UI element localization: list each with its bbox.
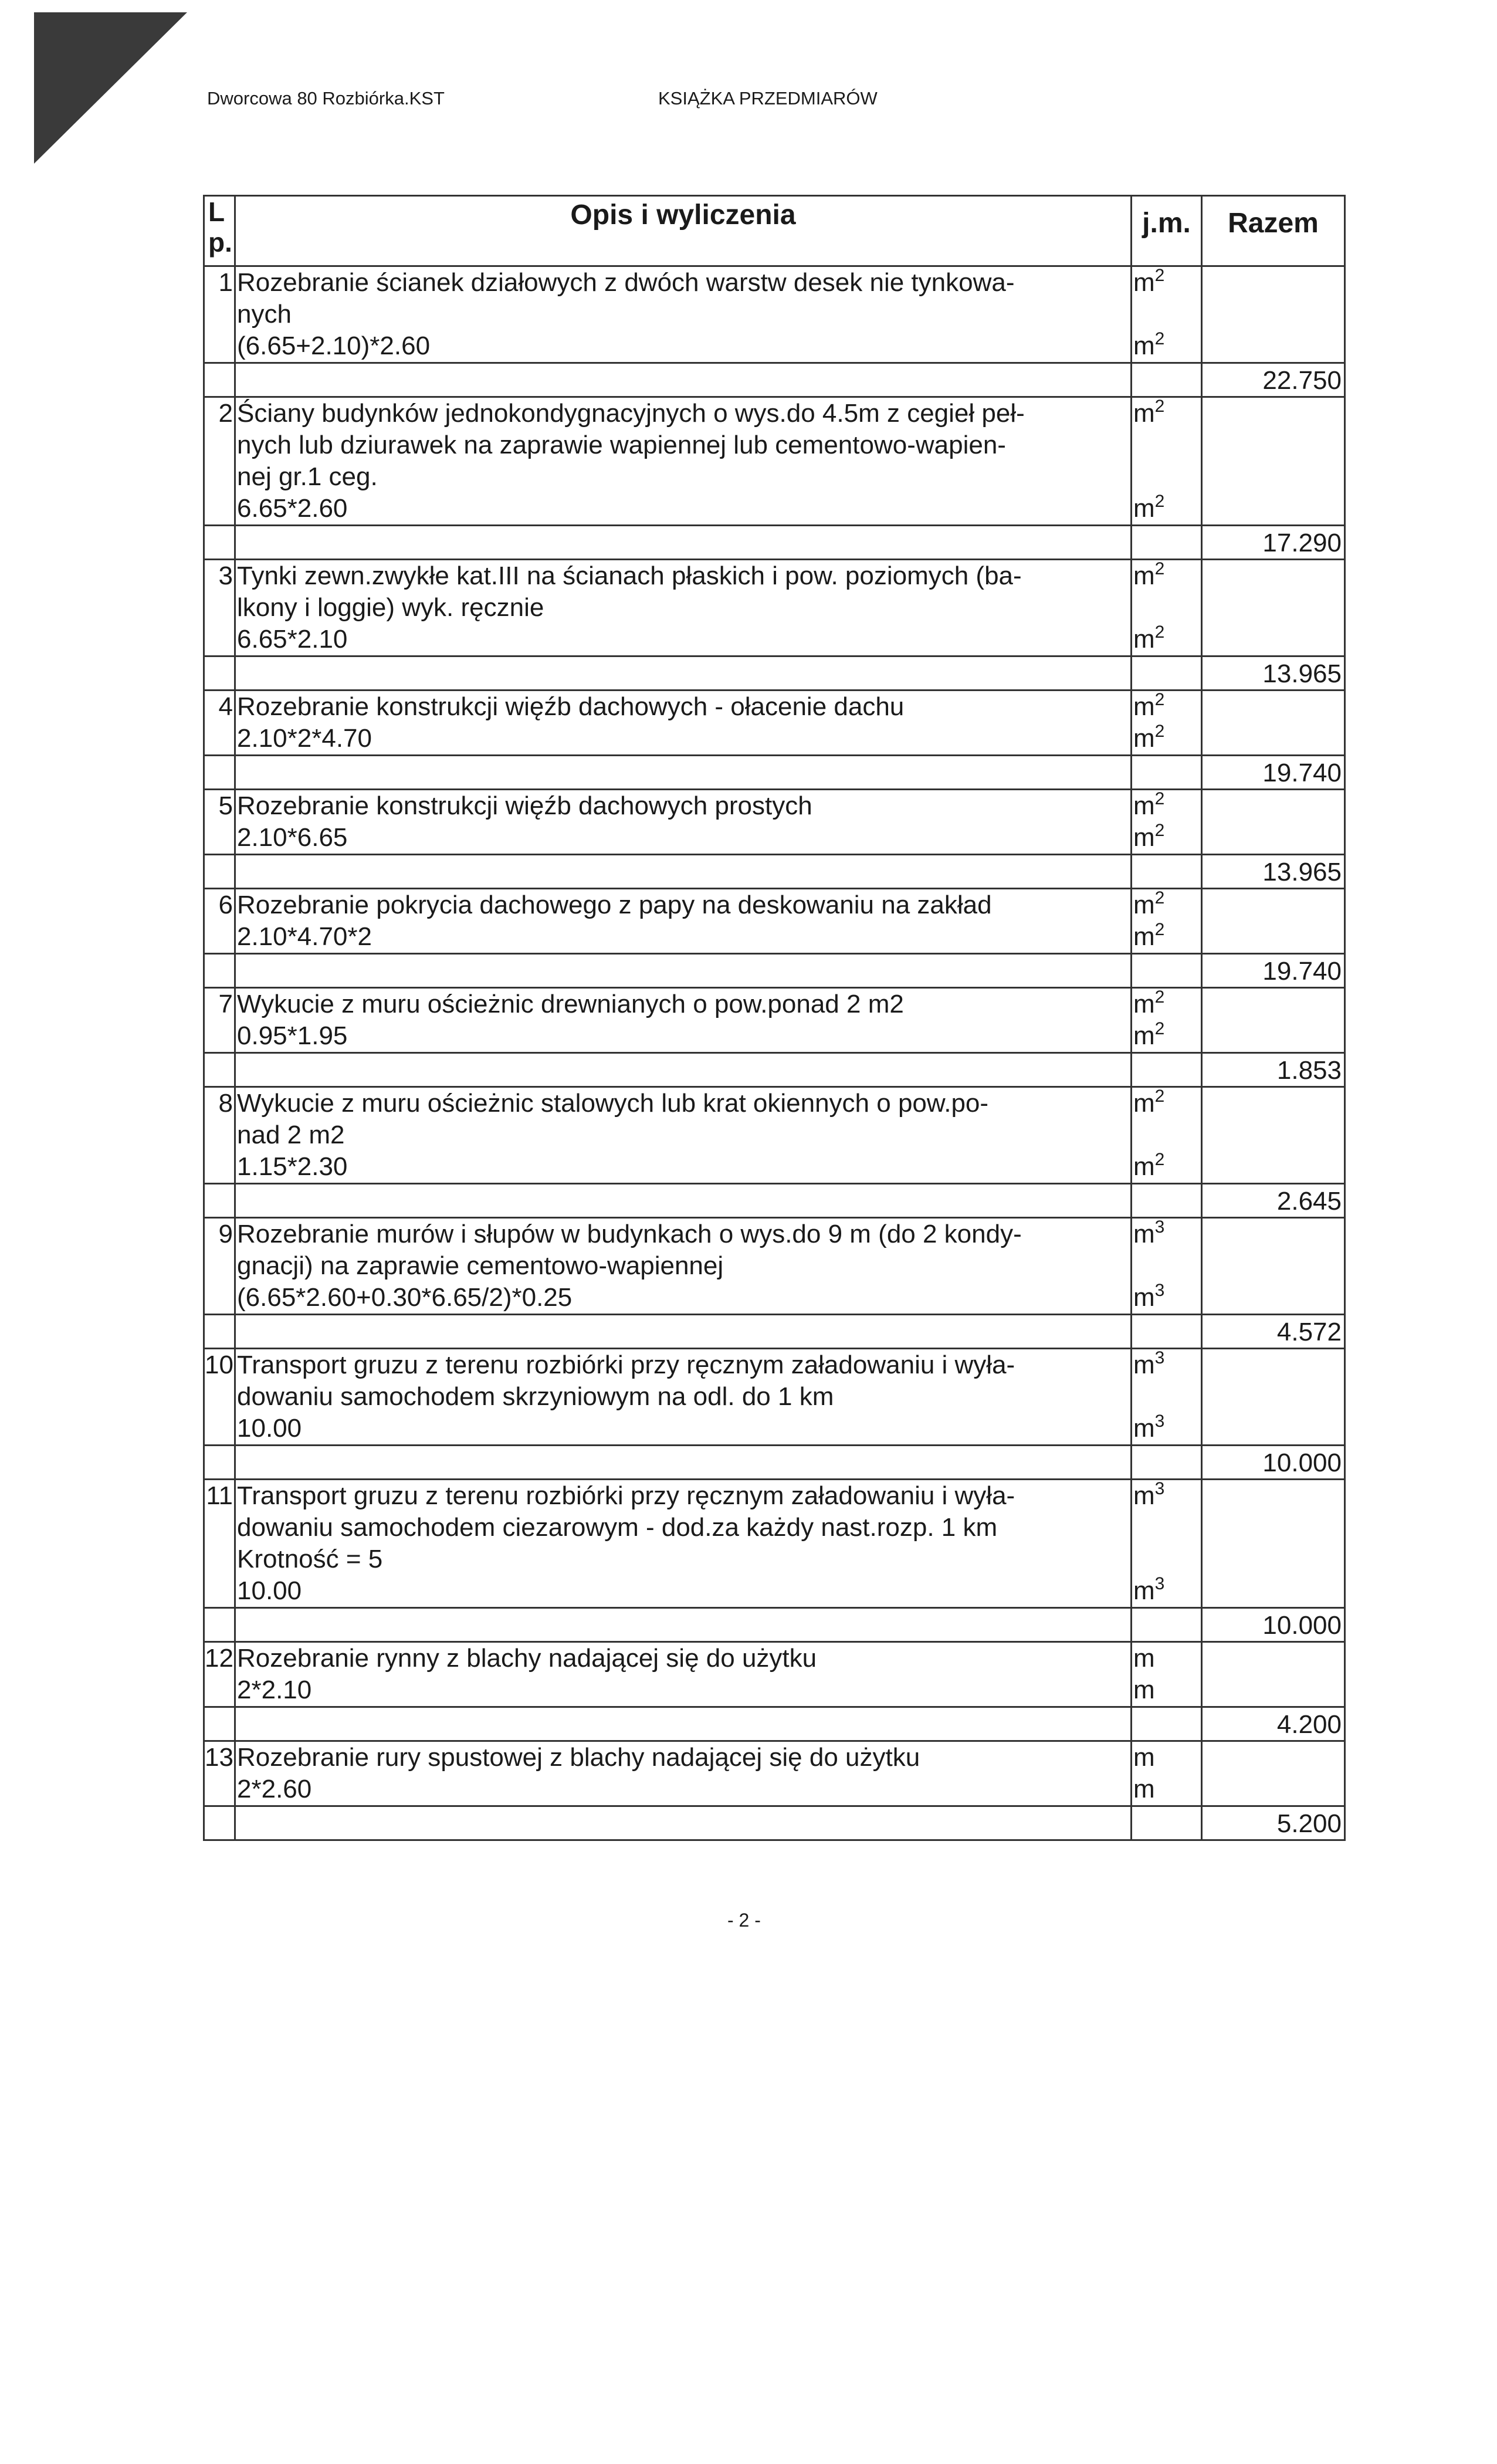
item-number: 4 [205,691,236,756]
table-row [205,267,1346,364]
unit [1133,1742,1201,1773]
description-line: Rozebranie rynny z blachy nadającej się do użytku [237,1644,817,1673]
item-description [236,1088,1132,1184]
total-row [205,1807,1346,1841]
unit-exponent: 3 [1154,1479,1165,1498]
unit-exponent: 3 [1154,1217,1165,1237]
total-opis-empty [236,855,1132,889]
total-row [205,364,1346,398]
item-number: 13 [205,1742,236,1807]
item-description [236,1742,1132,1807]
total-lp-empty [205,955,236,989]
unit-exponent: 2 [1154,492,1165,511]
total-lp-empty [205,756,236,790]
item-unit-cell [1132,560,1203,657]
item-razem-empty [1203,1480,1346,1609]
item-razem-empty [1203,889,1346,955]
column-header-lp [205,197,236,267]
unit-base: m [1133,1283,1155,1312]
unit-base: m [1133,494,1155,523]
unit-base: m [1133,692,1155,721]
description-line: 2.10*4.70*2 [237,922,372,951]
item-total: 10.000 [1203,1609,1346,1643]
unit-base: m [1133,990,1155,1018]
total-row [205,1446,1346,1480]
unit-exponent: 3 [1154,1281,1165,1300]
item-unit-cell [1132,1088,1203,1184]
unit [1133,1119,1201,1151]
item-description [236,889,1132,955]
unit-exponent: 2 [1154,329,1165,348]
description-line: 2*2.60 [237,1775,312,1803]
description-line: 10.00 [237,1576,302,1605]
item-total: 2.645 [1203,1184,1346,1219]
description-line: Rozebranie konstrukcji więźb dachowych prostych [237,791,812,820]
item-number: 7 [205,989,236,1054]
unit-exponent: 3 [1154,1574,1165,1593]
description-line: 10.00 [237,1414,302,1443]
item-unit-cell [1132,398,1203,526]
total-lp-empty [205,526,236,560]
table-row [205,1643,1346,1708]
item-description [236,560,1132,657]
item-number: 12 [205,1643,236,1708]
unit [1133,1512,1201,1544]
unit-base: m [1133,724,1155,753]
total-row [205,1708,1346,1742]
item-total: 4.200 [1203,1708,1346,1742]
unit [1133,299,1201,330]
description-line: 6.65*2.60 [237,494,348,523]
description-line: Rozebranie pokrycia dachowego z papy na deskowaniu na zakład [237,891,992,919]
total-row [205,657,1346,691]
item-unit-cell [1132,267,1203,364]
item-number: 2 [205,398,236,526]
unit [1133,461,1201,493]
table-row [205,989,1346,1054]
unit-base: m [1133,1414,1155,1443]
unit [1133,1480,1201,1512]
unit-exponent: 2 [1154,821,1165,840]
item-number: 11 [205,1480,236,1609]
unit [1133,1413,1201,1444]
unit-base: m [1133,1481,1155,1510]
unit [1133,624,1201,655]
total-row [205,1315,1346,1349]
item-unit-cell [1132,989,1203,1054]
total-opis-empty [236,1315,1132,1349]
unit [1133,1282,1201,1314]
unit-base: m [1133,625,1155,654]
unit [1133,1020,1201,1052]
item-razem-empty [1203,790,1346,855]
total-opis-empty [236,1184,1132,1219]
total-lp-empty [205,1708,236,1742]
unit [1133,1674,1201,1706]
item-total: 19.740 [1203,756,1346,790]
item-total: 17.290 [1203,526,1346,560]
unit [1133,330,1201,362]
total-opis-empty [236,526,1132,560]
total-jm-empty [1132,1708,1203,1742]
item-razem-empty [1203,989,1346,1054]
total-row [205,1054,1346,1088]
total-row [205,1184,1346,1219]
unit [1133,1381,1201,1413]
table-row [205,790,1346,855]
measurement-table [203,195,1346,1841]
total-lp-empty [205,1315,236,1349]
total-jm-empty [1132,855,1203,889]
unit-exponent: 2 [1154,266,1165,285]
document-title: KSIĄŻKA PRZEDMIARÓW [658,88,878,109]
total-jm-empty [1132,1609,1203,1643]
unit-exponent: 2 [1154,397,1165,416]
unit-base: m [1133,331,1155,360]
unit-base: m [1133,399,1155,428]
table-row [205,889,1346,955]
description-line: 2*2.10 [237,1676,312,1704]
unit-base: m [1133,561,1155,590]
column-header-jm: j.m. [1132,197,1203,267]
total-jm-empty [1132,1807,1203,1841]
total-lp-empty [205,364,236,398]
total-opis-empty [236,1708,1132,1742]
item-description [236,691,1132,756]
unit-base: m [1133,1576,1155,1605]
unit-base: m [1133,1743,1155,1772]
unit [1133,1151,1201,1183]
description-line: 1.15*2.30 [237,1152,348,1181]
unit-exponent: 2 [1154,789,1165,808]
item-razem-empty [1203,1088,1346,1184]
item-number: 1 [205,267,236,364]
description-line: (6.65+2.10)*2.60 [237,331,431,360]
unit [1133,1575,1201,1607]
item-total: 1.853 [1203,1054,1346,1088]
item-description [236,267,1132,364]
item-unit-cell [1132,790,1203,855]
description-line: nej gr.1 ceg. [237,462,378,491]
unit [1133,1544,1201,1575]
description-line: nych [237,300,292,329]
item-unit-cell [1132,1219,1203,1315]
table-header [205,197,1346,267]
unit-base: m [1133,1021,1155,1050]
table-row [205,1742,1346,1807]
unit-exponent: 2 [1154,622,1165,642]
unit-exponent: 2 [1154,920,1165,939]
unit-exponent: 2 [1154,690,1165,709]
description-line: nad 2 m2 [237,1121,345,1149]
unit [1133,822,1201,854]
item-number: 8 [205,1088,236,1184]
item-description [236,1480,1132,1609]
table-row [205,1480,1346,1609]
unit [1133,1643,1201,1674]
total-lp-empty [205,1446,236,1480]
description-line: Krotność = 5 [237,1545,383,1573]
unit-base: m [1133,1152,1155,1181]
unit-exponent: 3 [1154,1412,1165,1431]
item-total: 19.740 [1203,955,1346,989]
unit-base: m [1133,922,1155,951]
description-line: dowaniu samochodem ciezarowym - dod.za każdy nast.rozp. 1 km [237,1513,998,1542]
total-opis-empty [236,657,1132,691]
description-line: Rozebranie konstrukcji więźb dachowych - ołacenie dachu [237,692,905,721]
description-line: Transport gruzu z terenu rozbiórki przy ręcznym załadowaniu i wyła- [237,1351,1015,1379]
item-razem-empty [1203,560,1346,657]
total-opis-empty [236,1609,1132,1643]
total-lp-empty [205,1807,236,1841]
total-row [205,756,1346,790]
description-line: Transport gruzu z terenu rozbiórki przy ręcznym załadowaniu i wyła- [237,1481,1015,1510]
description-line: dowaniu samochodem skrzyniowym na odl. do 1 km [237,1382,834,1411]
item-number: 9 [205,1219,236,1315]
unit-exponent: 2 [1154,888,1165,908]
total-opis-empty [236,364,1132,398]
item-number: 6 [205,889,236,955]
total-jm-empty [1132,364,1203,398]
total-opis-empty [236,1807,1132,1841]
total-jm-empty [1132,1184,1203,1219]
table-row [205,1219,1346,1315]
scan-corner-shadow [34,12,187,164]
unit-base: m [1133,1644,1155,1673]
item-total: 22.750 [1203,364,1346,398]
item-description [236,1219,1132,1315]
item-description [236,790,1132,855]
unit [1133,723,1201,754]
total-opis-empty [236,955,1132,989]
document-file-name: Dworcowa 80 Rozbiórka.KST [207,88,445,109]
total-lp-empty [205,1184,236,1219]
description-line: Wykucie z muru ościeżnic drewnianych o pow.ponad 2 m2 [237,990,904,1018]
table-row [205,1349,1346,1446]
total-jm-empty [1132,756,1203,790]
description-line: lkony i loggie) wyk. ręcznie [237,593,544,622]
total-lp-empty [205,1609,236,1643]
total-lp-empty [205,657,236,691]
table-row [205,1088,1346,1184]
item-number: 3 [205,560,236,657]
total-row [205,855,1346,889]
item-unit-cell [1132,1643,1203,1708]
unit [1133,889,1201,921]
total-jm-empty [1132,657,1203,691]
description-line: Rozebranie ścianek działowych z dwóch warstw desek nie tynkowa- [237,268,1015,297]
description-line: gnacji) na zaprawie cementowo-wapiennej [237,1251,724,1280]
unit [1133,989,1201,1020]
item-unit-cell [1132,889,1203,955]
item-razem-empty [1203,691,1346,756]
total-jm-empty [1132,1054,1203,1088]
total-opis-empty [236,1446,1132,1480]
total-jm-empty [1132,1315,1203,1349]
item-unit-cell [1132,1742,1203,1807]
item-total: 4.572 [1203,1315,1346,1349]
table-row [205,560,1346,657]
description-line: 0.95*1.95 [237,1021,348,1050]
item-unit-cell [1132,1480,1203,1609]
lp-label: L p. [208,197,232,258]
unit-base: m [1133,1220,1155,1248]
table-row [205,691,1346,756]
item-number: 5 [205,790,236,855]
total-opis-empty [236,756,1132,790]
unit [1133,267,1201,299]
unit-base: m [1133,268,1155,297]
item-razem-empty [1203,1643,1346,1708]
unit [1133,790,1201,822]
description-line: Ściany budynków jednokondygnacyjnych o wys.do 4.5m z cegieł peł- [237,399,1025,428]
total-row [205,955,1346,989]
total-opis-empty [236,1054,1132,1088]
description-line: 2.10*2*4.70 [237,724,372,753]
column-header-opis: Opis i wyliczenia [236,197,1132,267]
unit [1133,691,1201,723]
unit-exponent: 2 [1154,559,1165,578]
item-total: 13.965 [1203,657,1346,691]
unit-exponent: 2 [1154,1150,1165,1169]
unit-base: m [1133,1775,1155,1803]
unit-exponent: 2 [1154,1087,1165,1106]
item-razem-empty [1203,1219,1346,1315]
unit [1133,1219,1201,1250]
unit-base: m [1133,823,1155,852]
total-jm-empty [1132,955,1203,989]
item-razem-empty [1203,1742,1346,1807]
item-description [236,398,1132,526]
item-unit-cell [1132,691,1203,756]
description-line: Rozebranie murów i słupów w budynkach o wys.do 9 m (do 2 kondy- [237,1220,1022,1248]
description-line: 2.10*6.65 [237,823,348,852]
item-number: 10 [205,1349,236,1446]
total-jm-empty [1132,526,1203,560]
unit-base: m [1133,1351,1155,1379]
item-total: 5.200 [1203,1807,1346,1841]
table-row [205,398,1346,526]
total-lp-empty [205,1054,236,1088]
unit-exponent: 2 [1154,987,1165,1007]
total-row [205,526,1346,560]
unit [1133,1773,1201,1805]
item-description [236,1349,1132,1446]
unit [1133,429,1201,461]
unit-base: m [1133,1676,1155,1704]
column-header-razem: Razem [1203,197,1346,267]
unit-base: m [1133,891,1155,919]
item-razem-empty [1203,1349,1346,1446]
description-line: (6.65*2.60+0.30*6.65/2)*0.25 [237,1283,573,1312]
unit [1133,560,1201,592]
unit-exponent: 2 [1154,1019,1165,1038]
unit [1133,493,1201,524]
unit [1133,592,1201,624]
item-razem-empty [1203,267,1346,364]
item-description [236,1643,1132,1708]
description-line: nych lub dziurawek na zaprawie wapiennej lub cementowo-wapien- [237,431,1006,459]
item-total: 13.965 [1203,855,1346,889]
description-line: Tynki zewn.zwykłe kat.III na ścianach płaskich i pow. poziomych (ba- [237,561,1022,590]
unit-exponent: 3 [1154,1348,1165,1368]
total-row [205,1609,1346,1643]
item-description [236,989,1132,1054]
item-unit-cell [1132,1349,1203,1446]
total-jm-empty [1132,1446,1203,1480]
description-line: Rozebranie rury spustowej z blachy nadającej się do użytku [237,1743,920,1772]
description-line: Wykucie z muru ościeżnic stalowych lub krat okiennych o pow.po- [237,1089,989,1118]
item-razem-empty [1203,398,1346,526]
unit [1133,1250,1201,1282]
unit [1133,1088,1201,1119]
page-number: - 2 - [727,1910,761,1931]
unit-base: m [1133,1089,1155,1118]
description-line: 6.65*2.10 [237,625,348,654]
unit [1133,1349,1201,1381]
total-lp-empty [205,855,236,889]
unit [1133,398,1201,429]
unit-base: m [1133,791,1155,820]
unit [1133,921,1201,953]
unit-exponent: 2 [1154,722,1165,741]
item-total: 10.000 [1203,1446,1346,1480]
